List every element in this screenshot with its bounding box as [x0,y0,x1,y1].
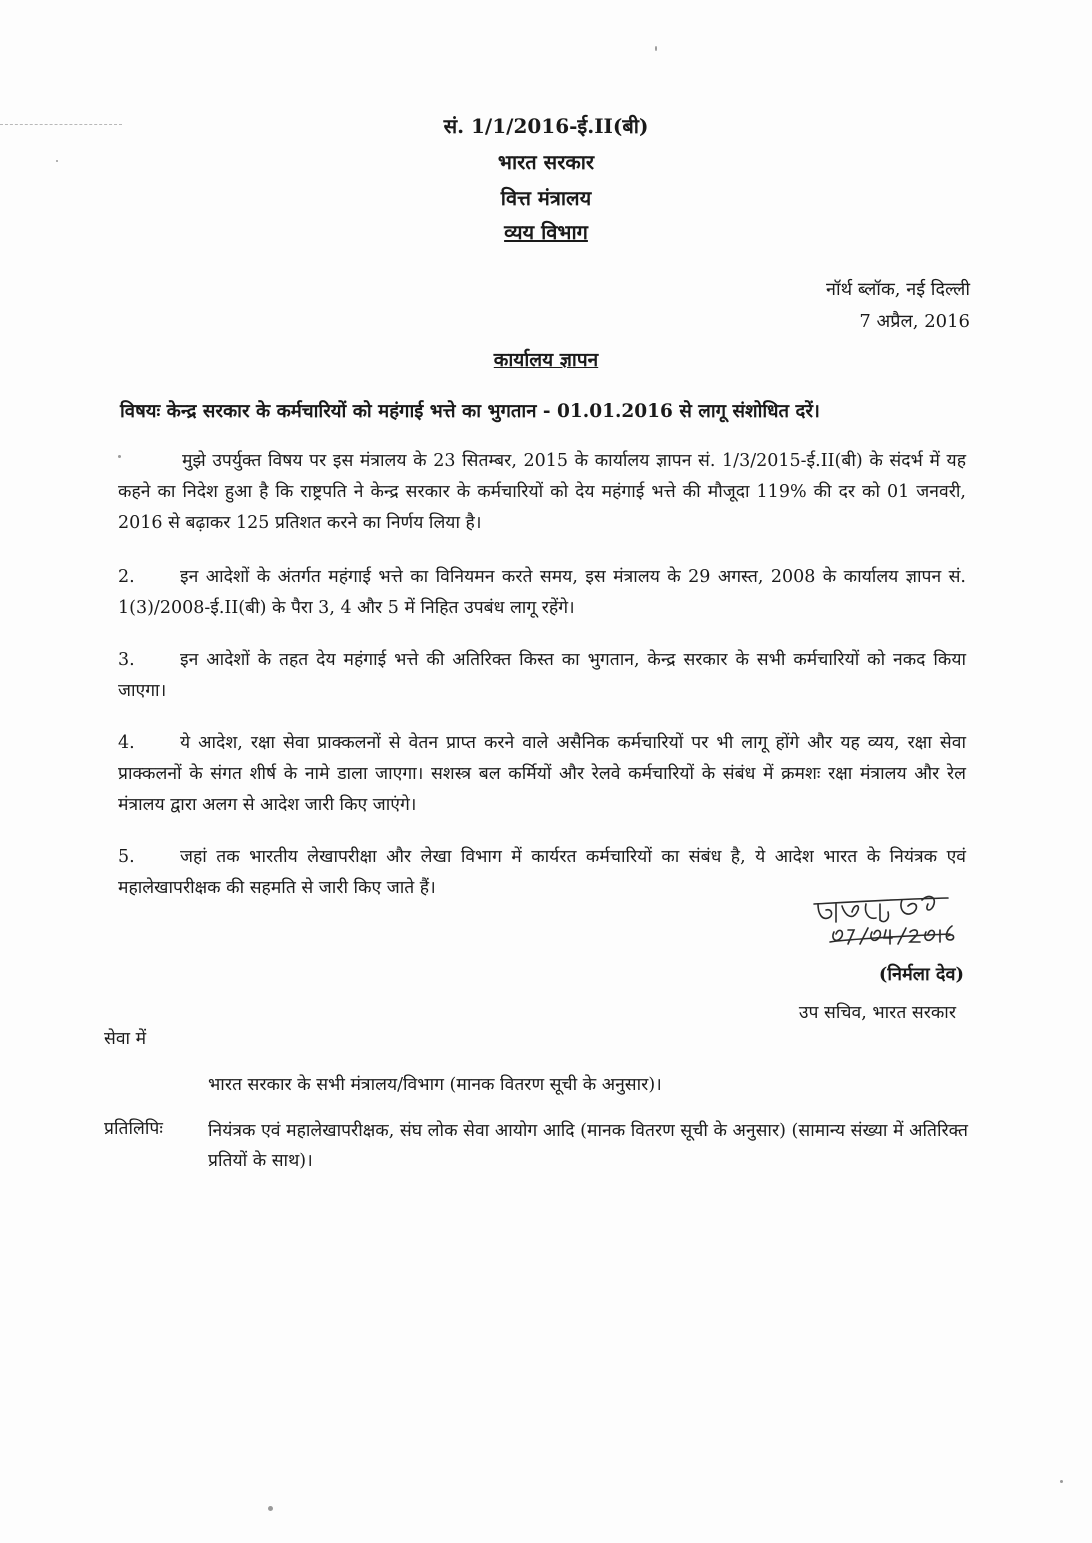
signer-name: (निर्मला देव) [878,964,964,985]
copy-to-label: प्रतिलिपिः [104,1119,163,1139]
paragraph-number: 3. [118,650,135,670]
addressee-text: भारत सरकार के सभी मंत्रालय/विभाग (मानक वितरण सूची के अनुसार)। [208,1075,662,1095]
copy-to-text: नियंत्रक एवं महालेखापरीक्षक, संघ लोक सेवा आयोग आदि (मानक वितरण सूची के अनुसार) (सामान्य संख्या में अतिरिक्त प्रतियों के साथ)। [208,1121,968,1171]
paragraph-number: 4. [118,733,135,753]
paragraph-text: जहां तक भारतीय लेखापरीक्षा और लेखा विभाग में कार्यरत कर्मचारियों का संबंध है, ये आदेश भारत के नियंत्रक एवं महालेखापरीक्षक की सहमति से जारी किए जाते हैं। [118,847,966,898]
paragraph-number: 5. [118,847,135,867]
handwritten-signature [810,890,960,960]
paragraph-3 [118,645,966,707]
issue-date: 7 अप्रैल, 2016 [859,311,970,332]
ministry-name: वित्त मंत्रालय [500,186,592,210]
department-name: व्यय विभाग [504,220,588,244]
paragraph-text: मुझे उपर्युक्त विषय पर इस मंत्रालय के 23 सितम्बर, 2015 के कार्यालय ज्ञापन सं. 1/3/2015-ई.II(बी) के संदर्भ में यह कहने का निदेश हुआ है कि राष्ट्रपति ने केन्द्र सरकार के कर्मचारियों को देय महंगाई भत्ते की मौजूदा 119% की दर को 01 जनवरी, 2016 से बढ़ाकर 125 प्रतिशत करने का निर्णय लिया है। [118,451,966,533]
signer-designation: उप सचिव, भारत सरकार [798,1003,956,1023]
file-number: सं. 1/1/2016-ई.II(बी) [443,114,649,138]
paragraph-1 [118,446,966,539]
issue-place: नॉर्थ ब्लॉक, नई दिल्ली [825,279,970,300]
paragraph-text: ये आदेश, रक्षा सेवा प्राक्कलनों से वेतन प्राप्त करने वाले असैनिक कर्मचारियों पर भी लागू होंगे और यह व्यय, रक्षा सेवा प्राक्कलनों के संगत शीर्ष के नामे डाला जाएगा। सशस्त्र बल कर्मियों और रेलवे कर्मचारियों के संबंध में क्रमशः रक्षा मंत्रालय और रेल मंत्रालय द्वारा अलग से आदेश जारी किए जाएंगे। [118,733,966,815]
signature [800,890,960,960]
paragraph-number: 2. [118,567,135,587]
paragraph-2 [118,562,966,624]
paragraph-4 [118,728,966,821]
place-date-block [826,274,970,338]
subject-line: विषयः केन्द्र सरकार के कर्मचारियों को महंगाई भत्ते का भुगतान - 01.01.2016 से लागू संशोधित दरें। [120,401,820,422]
government-name: भारत सरकार [497,150,595,174]
addressee-label: सेवा में [104,1029,147,1049]
scan-speck [1060,1480,1063,1483]
paragraph-text: इन आदेशों के अंतर्गत महंगाई भत्ते का विनियमन करते समय, इस मंत्रालय के 29 अगस्त, 2008 के कार्यालय ज्ञापन सं. 1(3)/2008-ई.II(बी) के पैरा 3, 4 और 5 में निहित उपबंध लागू रहेंगे। [118,567,966,618]
memo-title: कार्यालय ज्ञापन [493,349,599,371]
paragraph-text: इन आदेशों के तहत देय महंगाई भत्ते की अतिरिक्त किस्त का भुगतान, केन्द्र सरकार के सभी कर्मचारियों को नकद किया जाएगा। [118,650,966,701]
scan-speck [268,1506,273,1511]
scan-speck [655,46,657,51]
